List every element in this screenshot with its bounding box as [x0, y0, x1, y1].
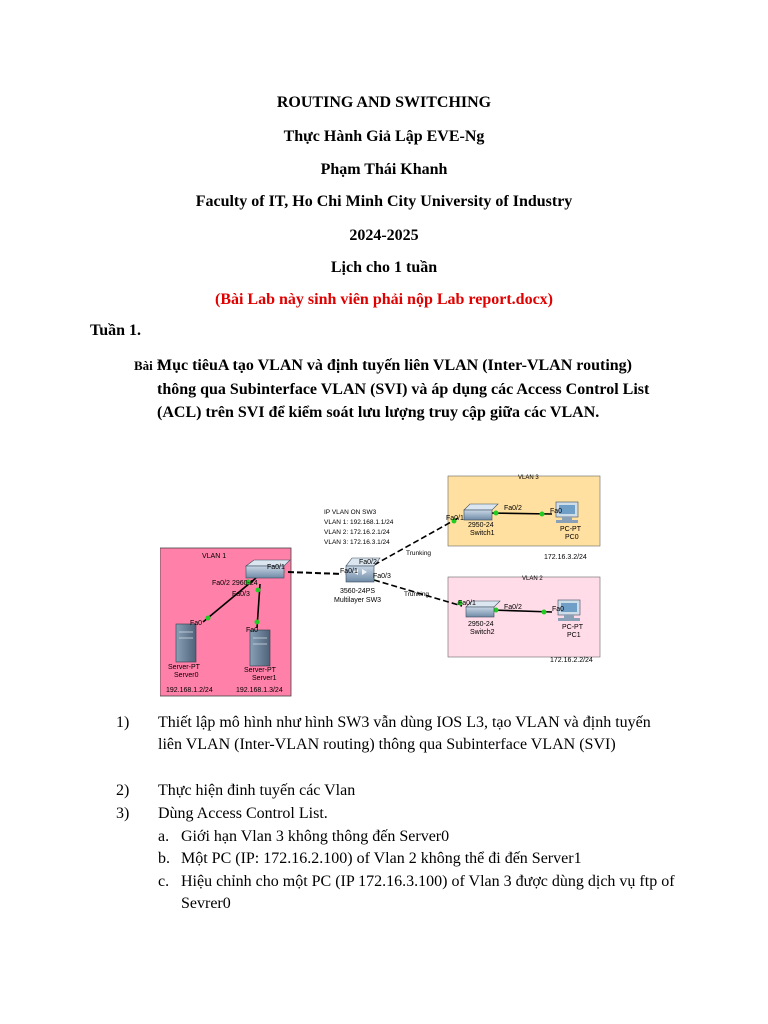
link-sw-to-sw3 — [288, 572, 342, 574]
pc0-port: Fa0 — [550, 508, 563, 515]
task-text: Dùng Access Control List. — [158, 805, 328, 822]
subtask-text: Hiệu chỉnh cho một PC (IP 172.16.3.100) of Vlan 3 được dùng dịch vụ ftp of Sevrer0 — [181, 873, 675, 912]
vlan1-switch-port-fa03: Fa0/3 — [232, 591, 250, 598]
ip-note-vlan1: VLAN 1: 192.168.1.1/24 — [324, 519, 394, 526]
vlan3-label: VLAN 3 — [518, 475, 539, 481]
vlan1-switch-port-fa01: Fa0/1 — [267, 564, 285, 571]
switch1-model: 2950-24 — [468, 522, 494, 529]
academic-year: 2024-2025 — [349, 227, 419, 244]
sw3-port-fa02: Fa0/2 — [359, 559, 377, 566]
vlan1-switch-port-fa02: Fa0/2 — [212, 580, 230, 587]
sw3-model: 3560-24PS — [340, 588, 376, 595]
pc1-port: Fa0 — [552, 606, 565, 613]
server1-icon — [250, 630, 270, 666]
pc0-type: PC-PT — [560, 526, 581, 533]
submission-notice: (Bài Lab này sinh viên phải nộp Lab report.docx) — [214, 291, 553, 308]
trunk-label-vlan2: Trunking — [404, 591, 430, 598]
subtask-text: Một PC (IP: 172.16.2.100) of Vlan 2 không thể đi đến Server1 — [181, 850, 582, 867]
pc0-ip: 172.16.3.2/24 — [544, 554, 587, 561]
pc1-type: PC-PT — [562, 624, 583, 631]
switch1-port-fa02: Fa0/2 — [504, 505, 522, 512]
server1-name: Server1 — [252, 675, 277, 682]
server0-port: Fa0 — [190, 620, 203, 627]
ip-note-title: IP VLAN ON SW3 — [324, 509, 377, 516]
lab-subtitle: Thực Hành Giả Lập EVE-Ng — [283, 128, 485, 145]
server0-ip: 192.168.1.2/24 — [166, 687, 213, 694]
vlan1-switch-model: 2960-24 — [232, 580, 258, 587]
exercise-label: Bài 1. — [134, 358, 166, 373]
switch1-name: Switch1 — [470, 530, 495, 537]
task-text: Thực hiện đinh tuyến các Vlan — [158, 782, 356, 799]
pc1-ip: 172.16.2.2/24 — [550, 657, 593, 664]
switch2-model: 2950-24 — [468, 621, 494, 628]
task-text: Thiết lập mô hình như hình SW3 vẫn dùng IOS L3, tạo VLAN và định tuyến liên VLAN (Inter-VLAN routing) thông qua Subinterface VLAN (SVI) — [158, 714, 651, 753]
week-heading: Tuần 1. — [90, 322, 141, 339]
subtask-letter: a. — [158, 828, 170, 845]
network-topology-diagram — [160, 472, 620, 698]
course-title: ROUTING AND SWITCHING — [276, 94, 492, 111]
vlan2-label: VLAN 2 — [522, 576, 543, 582]
ip-note-vlan3: VLAN 3: 172.16.3.1/24 — [324, 539, 390, 546]
vlan1-label: VLAN 1 — [202, 553, 227, 560]
switch1-port-fa01: Fa0/1 — [446, 515, 464, 522]
server1-type: Server-PT — [244, 667, 276, 674]
ip-note-vlan2: VLAN 2: 172.16.2.1/24 — [324, 529, 390, 536]
pc0-name: PC0 — [565, 534, 579, 541]
task-number: 3) — [116, 805, 130, 822]
trunk-label-vlan3: Trunking — [406, 550, 432, 557]
server0-name: Server0 — [174, 672, 199, 679]
server0-type: Server-PT — [168, 664, 200, 671]
subtask-text: Giới hạn Vlan 3 không thông đến Server0 — [181, 828, 450, 845]
server0-icon — [176, 624, 196, 662]
server1-port: Fa0 — [246, 627, 259, 634]
sw3-port-fa03: Fa0/3 — [373, 573, 391, 580]
switch2-port-fa02: Fa0/2 — [504, 604, 522, 611]
task-number: 2) — [116, 782, 130, 799]
switch2-name: Switch2 — [470, 629, 495, 636]
subtask-letter: b. — [158, 850, 170, 867]
author-name: Phạm Thái Khanh — [320, 161, 448, 178]
exercise-objective: Mục tiêuA tạo VLAN và định tuyến liên VLAN (Inter-VLAN routing) thông qua Subinterface VLAN (SVI) và áp dụng các Access Control List (ACL) trên SVI để kiểm soát lưu lượng truy cập giữa các VLAN. — [157, 357, 650, 421]
sw3-port-fa01: Fa0/1 — [340, 568, 358, 575]
switch2-port-fa01: Fa0/1 — [458, 600, 476, 607]
server1-ip: 192.168.1.3/24 — [236, 687, 283, 694]
pc1-name: PC1 — [567, 632, 581, 639]
sw3-name: Multilayer SW3 — [334, 597, 382, 604]
schedule-line: Lịch cho 1 tuần — [330, 259, 438, 276]
subtask-letter: c. — [158, 873, 170, 890]
task-number: 1) — [116, 714, 130, 731]
faculty-line: Faculty of IT, Ho Chi Minh City University of Industry — [195, 193, 573, 210]
